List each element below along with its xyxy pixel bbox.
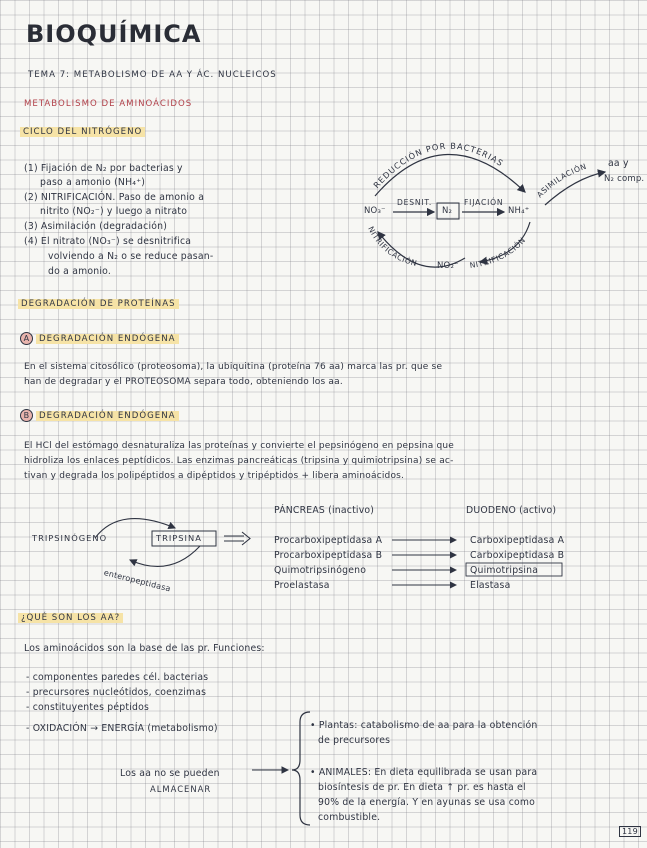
pancreas-item: Proelastasa	[274, 580, 330, 591]
tripsina-label: TRIPSINA	[156, 533, 202, 543]
ciclo-line: do a amonio.	[48, 266, 111, 277]
sub-b-line: tivan y degrada los polipéptidos a dipéptidos y tripéptidos + libera aminoácidos.	[24, 471, 405, 481]
marker-a: A	[20, 332, 33, 345]
bracket-line: biosíntesis de pr. En dieta ↑ pr. es hasta el	[318, 782, 526, 793]
function-item: - componentes paredes cél. bacterias	[26, 672, 209, 683]
sub-b-line: hidroliza los enlaces peptídicos. Las enzimas pancreáticas (tripsina y quimiotripsina) se ac-	[24, 456, 454, 466]
duodeno-item: Carboxipeptidasa B	[470, 550, 565, 561]
ciclo-line: (2) NITRIFICACIÓN. Paso de amonio a	[24, 192, 205, 203]
ciclo-line: volviendo a N₂ o se reduce pasan-	[48, 251, 214, 262]
assimilation-label: ASIMILACIÓN	[535, 161, 588, 200]
duodeno-item: Carboxipeptidasa A	[470, 535, 565, 546]
n2-comp-label: N₂ comp.	[604, 174, 645, 184]
n2-label: N₂	[442, 206, 453, 216]
bracket-line: • ANIMALES: En dieta equilibrada se usan para	[310, 767, 538, 778]
ciclo-line: nitrito (NO₂⁻) y luego a nitrato	[40, 206, 188, 217]
pancreas-item: Quimotripsinógeno	[274, 565, 367, 576]
page-title: BIOQUÍMICA	[26, 20, 202, 48]
bracket-line: combustible.	[318, 812, 381, 823]
tema-heading: TEMA 7: METABOLISMO DE AA Y ÁC. NUCLEICOS	[28, 70, 277, 80]
storage-note: Los aa no se pueden	[120, 768, 220, 779]
ciclo-line: paso a amonio (NH₄⁺)	[40, 177, 146, 188]
marker-b: B	[20, 409, 33, 422]
no3-label: NO₃⁻	[364, 206, 386, 216]
function-item: - constituyentes péptidos	[26, 702, 150, 713]
section-heading: METABOLISMO DE AMINOÁCIDOS	[24, 99, 193, 109]
nh4-label: NH₄⁺	[508, 206, 530, 216]
pancreas-header: PÁNCREAS (inactivo)	[274, 505, 375, 516]
que-son-heading: ¿QUÉ SON LOS AA?	[18, 613, 123, 623]
duodeno-item: Quimotripsina	[470, 565, 539, 576]
sub-a-line: han de degradar y el PROTEOSOMA separa todo, obteniendo los aa.	[24, 377, 343, 387]
storage-note-emphasis: ALMACENAR	[150, 784, 212, 794]
bracket-line: • Plantas: catabolismo de aa para la obtención	[310, 720, 538, 731]
pancreas-item: Procarboxipeptidasa B	[274, 550, 383, 561]
sub-a-title: DEGRADACIÓN ENDÓGENA	[36, 334, 179, 344]
nitrification-left-label: NITRIFICACIÓN	[366, 224, 419, 268]
no2-label: NO₂⁻	[437, 261, 459, 271]
page-number: 119	[619, 826, 641, 837]
duodeno-item: Elastasa	[470, 580, 511, 591]
arc-top-label: REDUCCIÓN POR BACTERIAS	[371, 140, 506, 191]
degradacion-heading: DEGRADACIÓN DE PROTEÍNAS	[18, 299, 179, 309]
que-son-intro: Los aminoácidos son la base de las pr. Funciones:	[24, 643, 265, 654]
function-item: - OXIDACIÓN → ENERGÍA (metabolismo)	[26, 723, 218, 734]
desnit-label: DESNIT.	[397, 198, 433, 207]
ciclo-line: (3) Asimilación (degradación)	[24, 221, 168, 232]
sub-b-line: El HCl del estómago desnaturaliza las proteínas y convierte el pepsinógeno en pepsina que	[24, 441, 455, 451]
sub-b-title: DEGRADACIÓN ENDÓGENA	[36, 411, 179, 421]
nitrification-right-label: NITRIFICACIÓN	[469, 235, 528, 271]
pancreas-item: Procarboxipeptidasa A	[274, 535, 383, 546]
duodeno-header: DUODENO (activo)	[466, 505, 557, 516]
aa-y-label: aa y	[608, 158, 629, 169]
sub-a-line: En el sistema citosólico (proteosoma), la ubiquitina (proteína 76 aa) marca las pr. que se	[24, 362, 443, 372]
fijacion-label: FIJACIÓN	[464, 198, 504, 207]
bracket-line: de precursores	[318, 735, 391, 746]
tripsinogeno-label: TRIPSINÓGENO	[32, 533, 108, 543]
bracket-line: 90% de la energía. Y en ayunas se usa como	[318, 797, 536, 808]
function-item: - precursores nucleótidos, coenzimas	[26, 687, 207, 698]
ciclo-line: (4) El nitrato (NO₃⁻) se desnitrifica	[24, 236, 192, 247]
bracket	[292, 712, 310, 825]
enteropeptidasa-label: enteropeptidasa	[102, 568, 172, 594]
ciclo-line: (1) Fijación de N₂ por bacterias y	[24, 163, 183, 174]
ciclo-heading: CICLO DEL NITRÓGENO	[20, 127, 145, 137]
